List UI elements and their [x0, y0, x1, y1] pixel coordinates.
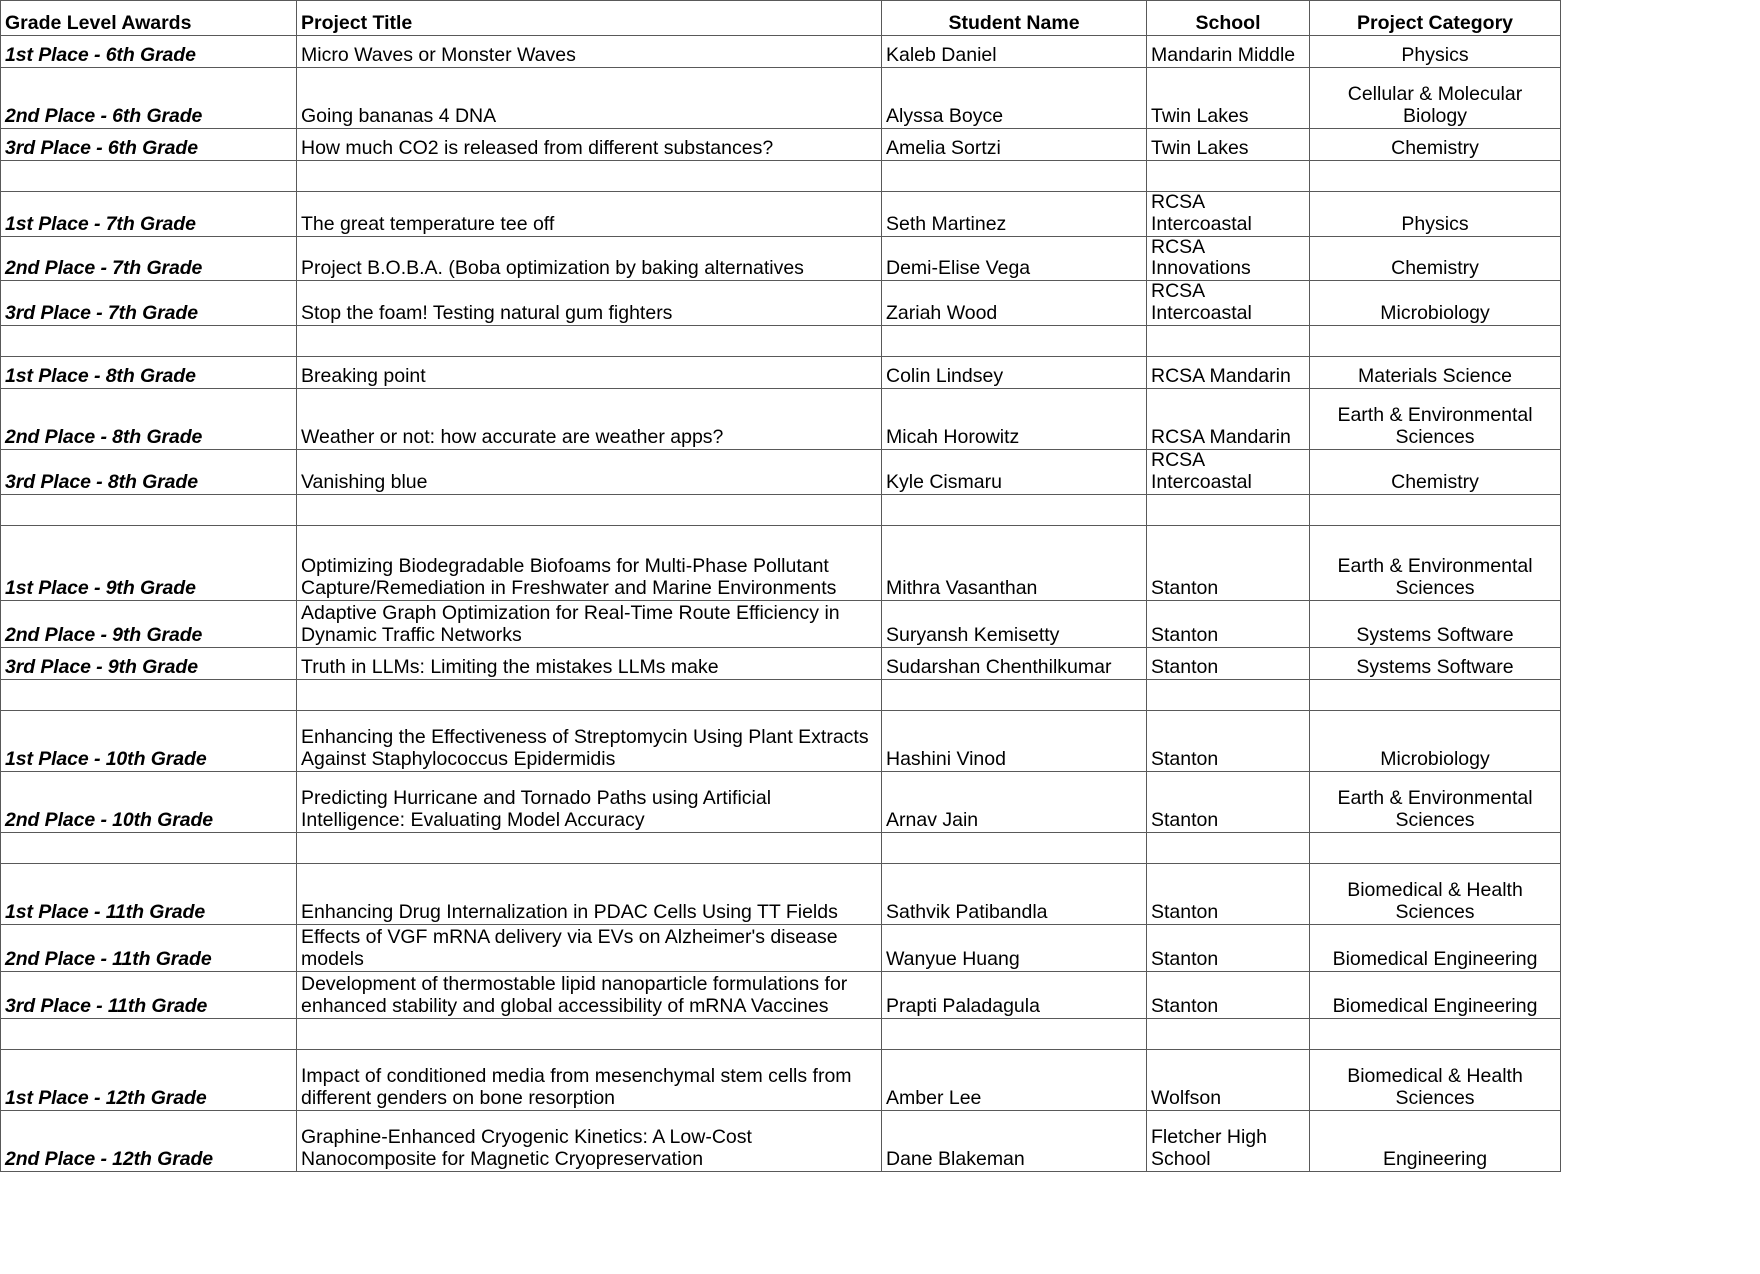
cell-award: 1st Place - 9th Grade	[1, 525, 297, 600]
header-row	[1, 1, 1561, 36]
cell-category: Biomedical & Health Sciences	[1310, 1049, 1561, 1110]
cell-school: Stanton	[1147, 971, 1310, 1018]
cell-title: How much CO2 is released from different substances?	[297, 129, 882, 161]
cell-student: Zariah Wood	[882, 281, 1147, 326]
cell-category: Cellular & Molecular Biology	[1310, 68, 1561, 129]
cell-category: Earth & Environmental Sciences	[1310, 525, 1561, 600]
section-separator	[1, 679, 1561, 710]
cell-title: Project B.O.B.A. (Boba optimization by baking alternatives	[297, 236, 882, 281]
cell-title: Going bananas 4 DNA	[297, 68, 882, 129]
cell-title: Optimizing Biodegradable Biofoams for Multi-Phase Pollutant Capture/Remediation in Freshwater and Marine Environments	[297, 525, 882, 600]
cell-school: RCSA Intercoastal	[1147, 192, 1310, 237]
table-row	[1, 600, 1561, 647]
cell-title: Weather or not: how accurate are weather apps?	[297, 388, 882, 449]
column-header-grade-level-awards: Grade Level Awards	[1, 1, 297, 36]
separator-cell	[1, 679, 297, 710]
cell-student: Arnav Jain	[882, 771, 1147, 832]
table-row	[1, 1049, 1561, 1110]
cell-award: 2nd Place - 7th Grade	[1, 236, 297, 281]
separator-cell	[1, 1018, 297, 1049]
table-row	[1, 971, 1561, 1018]
separator-gap-cell	[1147, 679, 1310, 710]
table-row	[1, 449, 1561, 494]
cell-title: The great temperature tee off	[297, 192, 882, 237]
cell-title: Impact of conditioned media from mesenchymal stem cells from different genders on bone resorption	[297, 1049, 882, 1110]
cell-award: 2nd Place - 11th Grade	[1, 924, 297, 971]
cell-title: Breaking point	[297, 356, 882, 388]
table-row	[1, 924, 1561, 971]
cell-title: Enhancing the Effectiveness of Streptomycin Using Plant Extracts Against Staphylococcus Epidermidis	[297, 710, 882, 771]
separator-cell	[1310, 679, 1561, 710]
cell-student: Sathvik Patibandla	[882, 863, 1147, 924]
cell-title: Predicting Hurricane and Tornado Paths using Artificial Intelligence: Evaluating Model Accuracy	[297, 771, 882, 832]
section-separator	[1, 832, 1561, 863]
column-header-project-category: Project Category	[1310, 1, 1561, 36]
section-separator	[1, 325, 1561, 356]
cell-school: Stanton	[1147, 600, 1310, 647]
cell-title: Truth in LLMs: Limiting the mistakes LLMs make	[297, 647, 882, 679]
cell-student: Hashini Vinod	[882, 710, 1147, 771]
separator-cell	[882, 161, 1147, 192]
cell-title: Enhancing Drug Internalization in PDAC Cells Using TT Fields	[297, 863, 882, 924]
table-row	[1, 771, 1561, 832]
separator-cell	[297, 832, 882, 863]
table-header	[1, 1, 1561, 36]
separator-cell	[1, 494, 297, 525]
cell-school: RCSA Intercoastal	[1147, 281, 1310, 326]
cell-student: Kyle Cismaru	[882, 449, 1147, 494]
cell-category: Biomedical Engineering	[1310, 924, 1561, 971]
cell-school: Fletcher High School	[1147, 1110, 1310, 1171]
separator-cell	[1310, 325, 1561, 356]
cell-category: Systems Software	[1310, 600, 1561, 647]
cell-school: RCSA Intercoastal	[1147, 449, 1310, 494]
cell-student: Wanyue Huang	[882, 924, 1147, 971]
separator-gap-cell	[1147, 832, 1310, 863]
table-row	[1, 68, 1561, 129]
separator-cell	[297, 494, 882, 525]
cell-student: Alyssa Boyce	[882, 68, 1147, 129]
cell-title: Development of thermostable lipid nanoparticle formulations for enhanced stability and global accessibility of mRNA Vaccines	[297, 971, 882, 1018]
separator-cell	[1, 161, 297, 192]
cell-school: Stanton	[1147, 525, 1310, 600]
separator-cell	[882, 325, 1147, 356]
cell-award: 3rd Place - 9th Grade	[1, 647, 297, 679]
separator-gap-cell	[1147, 325, 1310, 356]
cell-school: Stanton	[1147, 710, 1310, 771]
separator-cell	[297, 161, 882, 192]
separator-cell	[882, 679, 1147, 710]
cell-student: Seth Martinez	[882, 192, 1147, 237]
cell-category: Chemistry	[1310, 449, 1561, 494]
cell-category: Microbiology	[1310, 710, 1561, 771]
table-row	[1, 710, 1561, 771]
section-separator	[1, 494, 1561, 525]
cell-school: Twin Lakes	[1147, 68, 1310, 129]
table-row	[1, 356, 1561, 388]
separator-cell	[1310, 161, 1561, 192]
cell-title: Graphine-Enhanced Cryogenic Kinetics: A Low-Cost Nanocomposite for Magnetic Cryopreservation	[297, 1110, 882, 1171]
separator-cell	[1310, 832, 1561, 863]
cell-school: Stanton	[1147, 924, 1310, 971]
cell-category: Physics	[1310, 192, 1561, 237]
cell-award: 3rd Place - 7th Grade	[1, 281, 297, 326]
column-header-project-title: Project Title	[297, 1, 882, 36]
table-row	[1, 1110, 1561, 1171]
cell-award: 1st Place - 10th Grade	[1, 710, 297, 771]
separator-cell	[297, 1018, 882, 1049]
separator-gap-cell	[1147, 161, 1310, 192]
separator-gap-cell	[1147, 494, 1310, 525]
cell-school: Stanton	[1147, 771, 1310, 832]
cell-category: Chemistry	[1310, 236, 1561, 281]
cell-award: 1st Place - 12th Grade	[1, 1049, 297, 1110]
separator-cell	[1, 325, 297, 356]
cell-student: Micah Horowitz	[882, 388, 1147, 449]
table-row	[1, 129, 1561, 161]
cell-student: Prapti Paladagula	[882, 971, 1147, 1018]
cell-category: Biomedical & Health Sciences	[1310, 863, 1561, 924]
cell-award: 3rd Place - 8th Grade	[1, 449, 297, 494]
cell-school: Mandarin Middle	[1147, 36, 1310, 68]
cell-title: Adaptive Graph Optimization for Real-Time Route Efficiency in Dynamic Traffic Networks	[297, 600, 882, 647]
table-row	[1, 863, 1561, 924]
section-separator	[1, 1018, 1561, 1049]
separator-cell	[882, 832, 1147, 863]
cell-school: RCSA Innovations	[1147, 236, 1310, 281]
cell-award: 2nd Place - 9th Grade	[1, 600, 297, 647]
cell-category: Physics	[1310, 36, 1561, 68]
separator-cell	[1310, 1018, 1561, 1049]
cell-award: 2nd Place - 12th Grade	[1, 1110, 297, 1171]
cell-title: Vanishing blue	[297, 449, 882, 494]
table-row	[1, 647, 1561, 679]
section-separator	[1, 161, 1561, 192]
cell-category: Biomedical Engineering	[1310, 971, 1561, 1018]
column-header-school: School	[1147, 1, 1310, 36]
cell-title: Stop the foam! Testing natural gum fighters	[297, 281, 882, 326]
table-row	[1, 236, 1561, 281]
cell-award: 2nd Place - 6th Grade	[1, 68, 297, 129]
cell-category: Earth & Environmental Sciences	[1310, 388, 1561, 449]
cell-award: 3rd Place - 6th Grade	[1, 129, 297, 161]
cell-award: 1st Place - 6th Grade	[1, 36, 297, 68]
cell-student: Kaleb Daniel	[882, 36, 1147, 68]
cell-student: Colin Lindsey	[882, 356, 1147, 388]
cell-student: Suryansh Kemisetty	[882, 600, 1147, 647]
cell-student: Amelia Sortzi	[882, 129, 1147, 161]
cell-category: Microbiology	[1310, 281, 1561, 326]
cell-student: Demi-Elise Vega	[882, 236, 1147, 281]
separator-cell	[882, 1018, 1147, 1049]
cell-award: 1st Place - 11th Grade	[1, 863, 297, 924]
cell-award: 3rd Place - 11th Grade	[1, 971, 297, 1018]
separator-cell	[1, 832, 297, 863]
cell-school: RCSA Mandarin	[1147, 388, 1310, 449]
separator-cell	[882, 494, 1147, 525]
cell-award: 1st Place - 7th Grade	[1, 192, 297, 237]
cell-student: Mithra Vasanthan	[882, 525, 1147, 600]
table-row	[1, 525, 1561, 600]
cell-category: Earth & Environmental Sciences	[1310, 771, 1561, 832]
cell-school: Stanton	[1147, 647, 1310, 679]
cell-award: 2nd Place - 10th Grade	[1, 771, 297, 832]
table-row	[1, 192, 1561, 237]
cell-title: Effects of VGF mRNA delivery via EVs on Alzheimer's disease models	[297, 924, 882, 971]
cell-award: 2nd Place - 8th Grade	[1, 388, 297, 449]
table-row	[1, 36, 1561, 68]
separator-cell	[297, 325, 882, 356]
cell-category: Engineering	[1310, 1110, 1561, 1171]
cell-title: Micro Waves or Monster Waves	[297, 36, 882, 68]
separator-gap-cell	[1147, 1018, 1310, 1049]
cell-school: Stanton	[1147, 863, 1310, 924]
separator-cell	[1310, 494, 1561, 525]
cell-category: Materials Science	[1310, 356, 1561, 388]
cell-school: Twin Lakes	[1147, 129, 1310, 161]
cell-school: Wolfson	[1147, 1049, 1310, 1110]
table-row	[1, 281, 1561, 326]
separator-cell	[297, 679, 882, 710]
cell-award: 1st Place - 8th Grade	[1, 356, 297, 388]
table-body	[1, 36, 1561, 1172]
table-row	[1, 388, 1561, 449]
cell-category: Chemistry	[1310, 129, 1561, 161]
cell-category: Systems Software	[1310, 647, 1561, 679]
cell-school: RCSA Mandarin	[1147, 356, 1310, 388]
cell-student: Amber Lee	[882, 1049, 1147, 1110]
cell-student: Dane Blakeman	[882, 1110, 1147, 1171]
column-header-student-name: Student Name	[882, 1, 1147, 36]
cell-student: Sudarshan Chenthilkumar	[882, 647, 1147, 679]
